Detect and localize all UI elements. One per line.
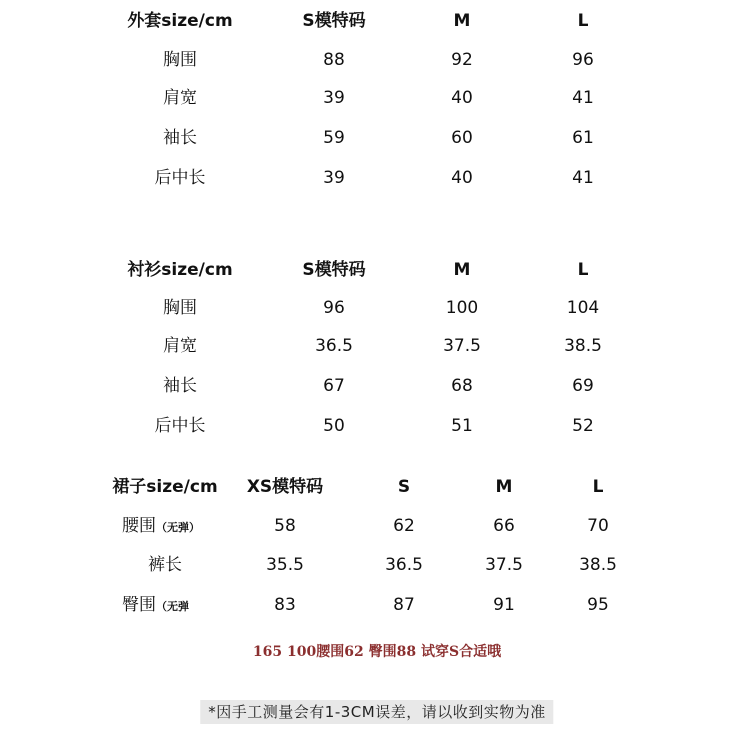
- shirt-cell: 68: [451, 376, 473, 396]
- shirt-cell: 104: [566, 298, 600, 318]
- skirt-row-label: [122, 594, 189, 618]
- shirt-header-1: S模特码: [302, 260, 366, 280]
- skirt-row-label: 裤长: [148, 555, 182, 575]
- shirt-row-label: 胸围: [163, 298, 197, 318]
- shirt-cell: 38.5: [564, 336, 602, 356]
- skirt-cell: 35.5: [266, 555, 304, 575]
- shirt-cell: 69: [572, 376, 594, 396]
- coat-row-label: 肩宽: [163, 88, 197, 108]
- coat-cell: 41: [572, 88, 594, 108]
- skirt-header-3: M: [495, 477, 513, 497]
- coat-cell: 96: [572, 50, 594, 70]
- skirt-cell: 38.5: [579, 555, 617, 575]
- coat-header-3: L: [577, 11, 589, 31]
- skirt-cell: 66: [493, 516, 515, 536]
- skirt-row-label-note: （无弹: [156, 600, 189, 613]
- shirt-header-0: 衬衫size/cm: [127, 260, 233, 280]
- skirt-header-2: S: [397, 477, 411, 497]
- coat-cell: 61: [572, 128, 594, 148]
- coat-cell: 41: [572, 168, 594, 188]
- coat-cell: 39: [323, 88, 345, 108]
- shirt-header-2: M: [453, 260, 471, 280]
- skirt-row-label-text: 腰围: [122, 516, 156, 536]
- skirt-cell: 91: [493, 595, 515, 615]
- coat-cell: 92: [451, 50, 473, 70]
- skirt-cell: 36.5: [385, 555, 423, 575]
- coat-cell: 59: [323, 128, 345, 148]
- coat-header-2: M: [453, 11, 471, 31]
- skirt-row-label-note: （无弹）: [156, 521, 200, 534]
- skirt-header-4: L: [592, 477, 604, 497]
- coat-row-label: 胸围: [163, 50, 197, 70]
- coat-row-label: 袖长: [163, 128, 197, 148]
- skirt-cell: 95: [587, 595, 609, 615]
- model-fit-note: 165 100腰围62 臀围88 试穿S合适哦: [252, 644, 502, 660]
- coat-cell: 40: [451, 88, 473, 108]
- shirt-cell: 96: [323, 298, 345, 318]
- coat-header-1: S模特码: [302, 11, 366, 31]
- skirt-row-label-text: 臀围: [122, 595, 156, 615]
- shirt-header-3: L: [577, 260, 589, 280]
- skirt-header-1: XS模特码: [246, 477, 324, 497]
- coat-row-label: 后中长: [154, 168, 206, 188]
- skirt-cell: 62: [393, 516, 415, 536]
- shirt-cell: 67: [323, 376, 345, 396]
- shirt-cell: 51: [451, 416, 473, 436]
- shirt-cell: 36.5: [315, 336, 353, 356]
- skirt-cell: 83: [274, 595, 296, 615]
- shirt-cell: 52: [572, 416, 594, 436]
- skirt-cell: 87: [393, 595, 415, 615]
- shirt-row-label: 后中长: [154, 416, 206, 436]
- coat-cell: 39: [323, 168, 345, 188]
- skirt-header-0: 裙子size/cm: [112, 477, 218, 497]
- coat-cell: 40: [451, 168, 473, 188]
- shirt-cell: 100: [445, 298, 479, 318]
- skirt-cell: 58: [274, 516, 296, 536]
- coat-header-0: 外套size/cm: [127, 11, 233, 31]
- shirt-cell: 37.5: [443, 336, 481, 356]
- measurement-disclaimer: *因手工测量会有1-3CM误差，请以收到实物为准: [200, 700, 553, 724]
- coat-cell: 88: [323, 50, 345, 70]
- skirt-row-label: [122, 515, 200, 539]
- skirt-cell: 70: [587, 516, 609, 536]
- coat-cell: 60: [451, 128, 473, 148]
- shirt-row-label: 肩宽: [163, 336, 197, 356]
- skirt-cell: 37.5: [485, 555, 523, 575]
- shirt-row-label: 袖长: [163, 376, 197, 396]
- shirt-cell: 50: [323, 416, 345, 436]
